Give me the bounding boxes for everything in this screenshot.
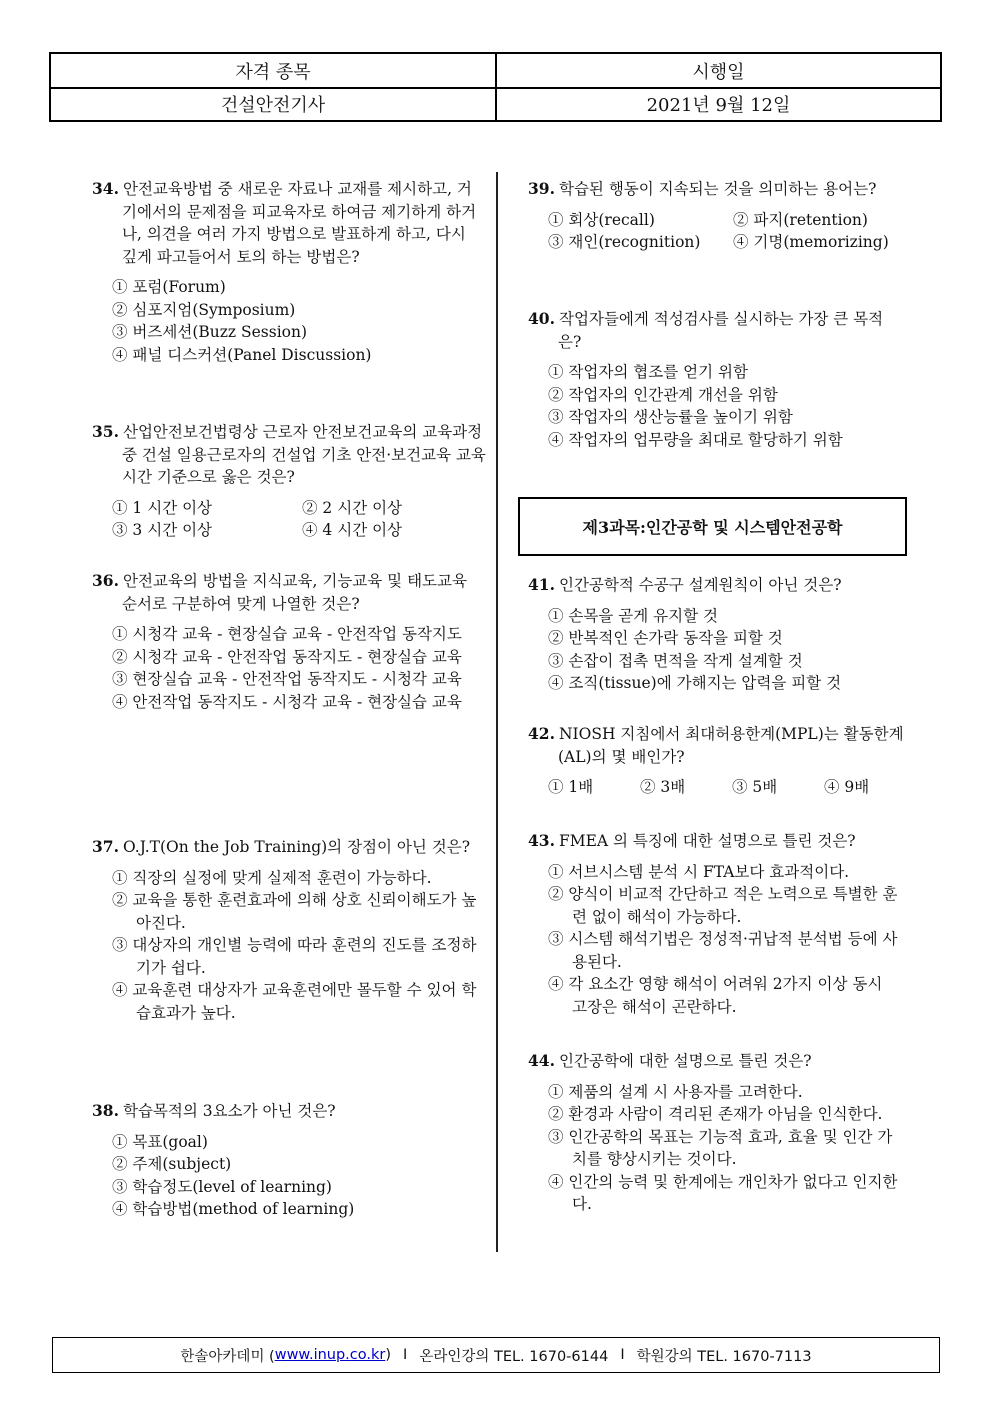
question-stem bbox=[528, 1050, 900, 1073]
question-36 bbox=[92, 570, 482, 713]
option-list bbox=[528, 1081, 900, 1216]
question-41 bbox=[528, 574, 842, 695]
question-number: 36. bbox=[92, 571, 119, 590]
option-4[interactable]: ④ 패널 디스커션(Panel Discussion) bbox=[112, 345, 372, 364]
question-stem bbox=[92, 1100, 354, 1123]
question-number: 38. bbox=[92, 1101, 119, 1120]
option-4[interactable]: ④ 교육훈련 대상자가 교육훈련에만 몰두할 수 있어 학습효과가 높다. bbox=[112, 981, 477, 1022]
option-1[interactable]: ① 1배 bbox=[548, 778, 594, 796]
header-subject-value: 건설안전기사 bbox=[51, 87, 497, 120]
question-38 bbox=[92, 1100, 354, 1221]
option-4[interactable]: ④ 9배 bbox=[824, 778, 870, 796]
option-3[interactable]: ③ 대상자의 개인별 능력에 따라 훈련의 진도를 조정하기가 쉽다. bbox=[112, 936, 477, 977]
option-2[interactable]: ② 주제(subject) bbox=[112, 1155, 232, 1173]
question-stem bbox=[528, 830, 900, 853]
question-text: O.J.T(On the Job Training)의 장점이 아닌 것은? bbox=[122, 838, 471, 856]
header-subject-title: 자격 종목 bbox=[51, 54, 497, 87]
option-4[interactable]: ④ 작업자의 업무량을 최대로 할당하기 위함 bbox=[548, 430, 843, 449]
option-3[interactable]: ③ 손잡이 접촉 면적을 작게 설계할 것 bbox=[548, 651, 803, 670]
option-2[interactable]: ② 시청각 교육 - 안전작업 동작지도 - 현장실습 교육 bbox=[112, 647, 462, 666]
footer-brand: 한솔아카데미 ( bbox=[180, 1348, 275, 1365]
exam-header-table bbox=[49, 52, 942, 122]
question-number: 44. bbox=[528, 1051, 555, 1070]
question-number: 39. bbox=[528, 179, 555, 198]
option-4[interactable]: ④ 조직(tissue)에 가해지는 압력을 피할 것 bbox=[548, 674, 842, 692]
option-list bbox=[92, 867, 482, 1025]
option-list bbox=[528, 861, 900, 1019]
option-4[interactable]: ④ 안전작업 동작지도 - 시청각 교육 - 현장실습 교육 bbox=[112, 692, 462, 711]
option-list bbox=[92, 276, 482, 366]
header-date-value: 2021년 9월 12일 bbox=[646, 94, 791, 116]
question-stem bbox=[92, 570, 482, 615]
question-number: 42. bbox=[528, 724, 555, 743]
option-1[interactable]: ① 시청각 교육 - 현장실습 교육 - 안전작업 동작지도 bbox=[112, 625, 462, 643]
question-number: 34. bbox=[92, 179, 119, 198]
option-2[interactable]: ② 양식이 비교적 간단하고 적은 노력으로 특별한 훈련 없이 해석이 가능하다. bbox=[548, 885, 898, 926]
option-2[interactable]: ② 반복적인 손가락 동작을 피할 것 bbox=[548, 629, 783, 647]
option-1[interactable]: ① 포럼(Forum) bbox=[112, 278, 226, 296]
option-1[interactable]: ① 목표(goal) bbox=[112, 1132, 208, 1151]
header-row-titles bbox=[51, 54, 940, 89]
question-text: 안전교육의 방법을 지식교육, 기능교육 및 태도교육 순서로 구분하여 맞게 나열한 것은? bbox=[122, 572, 467, 613]
option-1[interactable]: ① 제품의 설계 시 사용자를 고려한다. bbox=[548, 1082, 803, 1101]
option-list bbox=[528, 605, 842, 695]
question-stem bbox=[528, 178, 903, 201]
option-3[interactable]: ③ 재인(recognition) bbox=[548, 233, 701, 251]
question-44 bbox=[528, 1050, 900, 1216]
option-3[interactable]: ③ 5배 bbox=[732, 778, 778, 796]
option-4[interactable]: ④ 기명(memorizing) bbox=[733, 233, 889, 251]
option-4[interactable]: ④ 인간의 능력 및 한계에는 개인차가 없다고 인지한다. bbox=[548, 1172, 898, 1213]
question-text: NIOSH 지침에서 최대허용한계(MPL)는 활동한계(AL)의 몇 배인가? bbox=[558, 725, 904, 766]
option-2[interactable]: ② 2 시간 이상 bbox=[302, 498, 403, 517]
option-4[interactable]: ④ 4 시간 이상 bbox=[302, 521, 403, 539]
question-text: 인간공학적 수공구 설계원칙이 아닌 것은? bbox=[558, 576, 842, 594]
question-39 bbox=[528, 178, 903, 254]
question-stem bbox=[528, 723, 916, 768]
question-34 bbox=[92, 178, 482, 366]
option-4[interactable]: ④ 학습방법(method of learning) bbox=[112, 1200, 355, 1218]
question-number: 40. bbox=[528, 309, 555, 328]
option-3[interactable]: ③ 인간공학의 목표는 기능적 효과, 효율 및 인간 가치를 향상시키는 것이다. bbox=[548, 1127, 893, 1168]
question-number: 43. bbox=[528, 831, 555, 850]
footer-separator: I bbox=[620, 1347, 625, 1363]
question-text: 안전교육방법 중 새로운 자료나 교재를 제시하고, 거기에서의 문제점을 피교육자로 하여금 제기하게 하거나, 의견을 여러 가지 방법으로 발표하게 하고, 다시 깊게 파고들어서 토의 하는 방법은? bbox=[122, 180, 477, 266]
question-text: 학습목적의 3요소가 아닌 것은? bbox=[122, 1102, 336, 1120]
option-3[interactable]: ③ 3 시간 이상 bbox=[112, 521, 213, 539]
option-1[interactable]: ① 서브시스템 분석 시 FTA보다 효과적이다. bbox=[548, 862, 850, 881]
option-1[interactable]: ① 1 시간 이상 bbox=[112, 498, 213, 517]
question-42 bbox=[528, 723, 916, 799]
question-stem bbox=[528, 308, 900, 353]
question-37 bbox=[92, 836, 482, 1024]
option-1[interactable]: ① 회상(recall) bbox=[548, 210, 655, 229]
question-40 bbox=[528, 308, 900, 451]
section-heading: 제3과목:인간공학 및 시스템안전공학 bbox=[518, 497, 907, 556]
footer-brand-end: ) bbox=[385, 1347, 392, 1363]
header-date-title: 시행일 bbox=[692, 61, 745, 83]
question-text: 학습된 행동이 지속되는 것을 의미하는 용어는? bbox=[558, 180, 877, 198]
header-row-values bbox=[51, 87, 940, 120]
question-stem bbox=[528, 574, 842, 597]
option-2[interactable]: ② 작업자의 인간관계 개선을 위함 bbox=[548, 385, 778, 404]
question-number: 37. bbox=[92, 837, 119, 856]
option-3[interactable]: ③ 시스템 해석기법은 정성적·귀납적 분석법 등에 사용된다. bbox=[548, 930, 898, 971]
question-number: 41. bbox=[528, 575, 555, 594]
option-1[interactable]: ① 직장의 실정에 맞게 실제적 훈련이 가능하다. bbox=[112, 868, 432, 887]
option-grid bbox=[528, 209, 903, 254]
footer-bar bbox=[52, 1337, 940, 1373]
option-2[interactable]: ② 3배 bbox=[640, 778, 686, 796]
option-grid bbox=[92, 497, 492, 542]
question-number: 35. bbox=[92, 422, 119, 441]
option-grid bbox=[528, 776, 916, 799]
option-3[interactable]: ③ 버즈세션(Buzz Session) bbox=[112, 323, 308, 341]
question-text: 작업자들에게 적성검사를 실시하는 가장 큰 목적은? bbox=[558, 310, 884, 351]
option-3[interactable]: ③ 현장실습 교육 - 안전작업 동작지도 - 시청각 교육 bbox=[112, 670, 462, 688]
question-35 bbox=[92, 421, 492, 542]
option-1[interactable]: ① 손목을 곧게 유지할 것 bbox=[548, 606, 718, 625]
footer-online-tel: 온라인강의 TEL. 1670-6144 bbox=[419, 1348, 609, 1365]
option-3[interactable]: ③ 작업자의 생산능률을 높이기 위함 bbox=[548, 408, 793, 426]
option-list bbox=[528, 361, 900, 451]
question-text: FMEA 의 특징에 대한 설명으로 틀린 것은? bbox=[558, 832, 856, 850]
footer-academy-tel: 학원강의 TEL. 1670-7113 bbox=[636, 1348, 812, 1365]
option-2[interactable]: ② 교육을 통한 훈련효과에 의해 상호 신뢰이해도가 높아진다. bbox=[112, 891, 477, 932]
option-list bbox=[92, 1131, 354, 1221]
option-3[interactable]: ③ 학습정도(level of learning) bbox=[112, 1177, 332, 1196]
footer-separator: I bbox=[403, 1347, 408, 1363]
option-2[interactable]: ② 환경과 사람이 격리된 존재가 아님을 인식한다. bbox=[548, 1105, 883, 1123]
question-43 bbox=[528, 830, 900, 1018]
footer-website-link[interactable]: www.inup.co.kr bbox=[274, 1347, 386, 1363]
option-2[interactable]: ② 심포지엄(Symposium) bbox=[112, 300, 296, 319]
question-text: 산업안전보건법령상 근로자 안전보건교육의 교육과정 중 건설 일용근로자의 건설업 기초 안전·보건교육 교육시간 기준으로 옳은 것은? bbox=[122, 423, 486, 486]
option-2[interactable]: ② 파지(retention) bbox=[733, 210, 868, 229]
option-list bbox=[92, 623, 482, 713]
option-1[interactable]: ① 작업자의 협조를 얻기 위함 bbox=[548, 363, 748, 381]
question-stem bbox=[92, 421, 492, 489]
question-stem bbox=[92, 178, 482, 268]
column-divider bbox=[496, 172, 498, 1252]
question-stem bbox=[92, 836, 482, 859]
question-text: 인간공학에 대한 설명으로 틀린 것은? bbox=[558, 1052, 812, 1070]
option-4[interactable]: ④ 각 요소간 영향 해석이 어려워 2가지 이상 동시 고장은 해석이 곤란하다. bbox=[548, 975, 883, 1016]
